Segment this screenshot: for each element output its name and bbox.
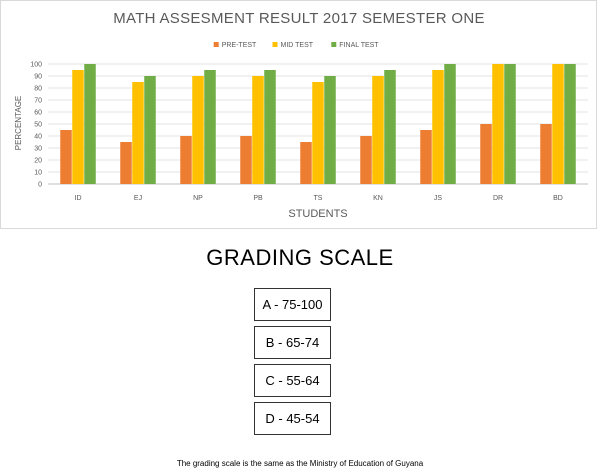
- x-tick-label: EJ: [133, 195, 143, 202]
- x-axis-title: STUDENTS: [288, 208, 348, 220]
- x-tick-label: NP: [193, 195, 203, 202]
- x-tick-label: KN: [373, 195, 383, 202]
- chart-title: MATH ASSESMENT RESULT 2017 SEMESTER ONE: [113, 10, 485, 27]
- legend-label: FINAL TEST: [339, 42, 379, 49]
- bar-pre-test-ej: [120, 142, 132, 184]
- y-axis-title: PERCENTAGE: [14, 95, 23, 151]
- bar-pre-test-pb: [240, 136, 252, 184]
- bar-pre-test-dr: [480, 124, 492, 184]
- y-tick-label: 0: [38, 181, 42, 189]
- y-tick-label: 60: [34, 109, 42, 117]
- grade-c-box: C - 55-64: [254, 364, 331, 397]
- legend-label: PRE-TEST: [221, 42, 257, 49]
- y-tick-label: 20: [34, 157, 42, 165]
- bar-final-test-ts: [324, 76, 336, 184]
- x-tick-label: JS: [433, 195, 443, 202]
- bar-mid-test-dr: [492, 64, 504, 184]
- y-axis-ticks: [30, 62, 42, 189]
- bar-pre-test-id: [60, 130, 72, 184]
- x-tick-label: PB: [253, 195, 263, 202]
- grading-scale-title: GRADING SCALE: [206, 245, 394, 270]
- grade-b-box: B - 65-74: [254, 326, 331, 359]
- bar-final-test-pb: [264, 70, 276, 184]
- bar-final-test-bd: [564, 64, 576, 184]
- y-tick-label: 90: [34, 73, 42, 81]
- bar-final-test-dr: [504, 64, 516, 184]
- y-tick-label: 30: [34, 145, 42, 153]
- legend-swatch: [273, 42, 278, 47]
- bar-chart: [1, 1, 598, 230]
- x-tick-label: BD: [553, 195, 563, 202]
- bar-mid-test-np: [192, 76, 204, 184]
- bar-mid-test-ts: [312, 82, 324, 184]
- bar-mid-test-kn: [372, 76, 384, 184]
- bar-mid-test-pb: [252, 76, 264, 184]
- grade-d-box: D - 45-54: [254, 402, 331, 435]
- bar-final-test-np: [204, 70, 216, 184]
- y-tick-label: 10: [34, 169, 42, 177]
- x-tick-label: ID: [74, 195, 82, 202]
- bar-pre-test-js: [420, 130, 432, 184]
- footnote: The grading scale is the same as the Ministry of Education of Guyana: [176, 459, 424, 468]
- bar-final-test-id: [84, 64, 96, 184]
- bar-pre-test-np: [180, 136, 192, 184]
- bar-pre-test-kn: [360, 136, 372, 184]
- chart-bars: [60, 64, 576, 184]
- y-tick-label: 40: [34, 133, 42, 141]
- x-tick-label: DR: [492, 195, 504, 202]
- bar-pre-test-bd: [540, 124, 552, 184]
- chart-container: [0, 0, 597, 229]
- grade-a-box: A - 75-100: [254, 288, 331, 321]
- legend-swatch: [214, 42, 219, 47]
- bar-mid-test-bd: [552, 64, 564, 184]
- bar-mid-test-id: [72, 70, 84, 184]
- y-tick-label: 50: [34, 121, 42, 129]
- x-axis-ticks: [75, 195, 563, 202]
- bar-mid-test-ej: [132, 82, 144, 184]
- bar-mid-test-js: [432, 70, 444, 184]
- bar-pre-test-ts: [300, 142, 312, 184]
- chart-legend: [214, 42, 380, 49]
- x-tick-label: TS: [313, 195, 323, 202]
- y-tick-label: 80: [34, 85, 42, 93]
- bar-final-test-js: [444, 64, 456, 184]
- bar-final-test-kn: [384, 70, 396, 184]
- y-tick-label: 70: [34, 97, 42, 105]
- y-tick-label: 100: [30, 61, 42, 69]
- legend-label: MID TEST: [280, 42, 314, 49]
- bar-final-test-ej: [144, 76, 156, 184]
- legend-swatch: [331, 42, 336, 47]
